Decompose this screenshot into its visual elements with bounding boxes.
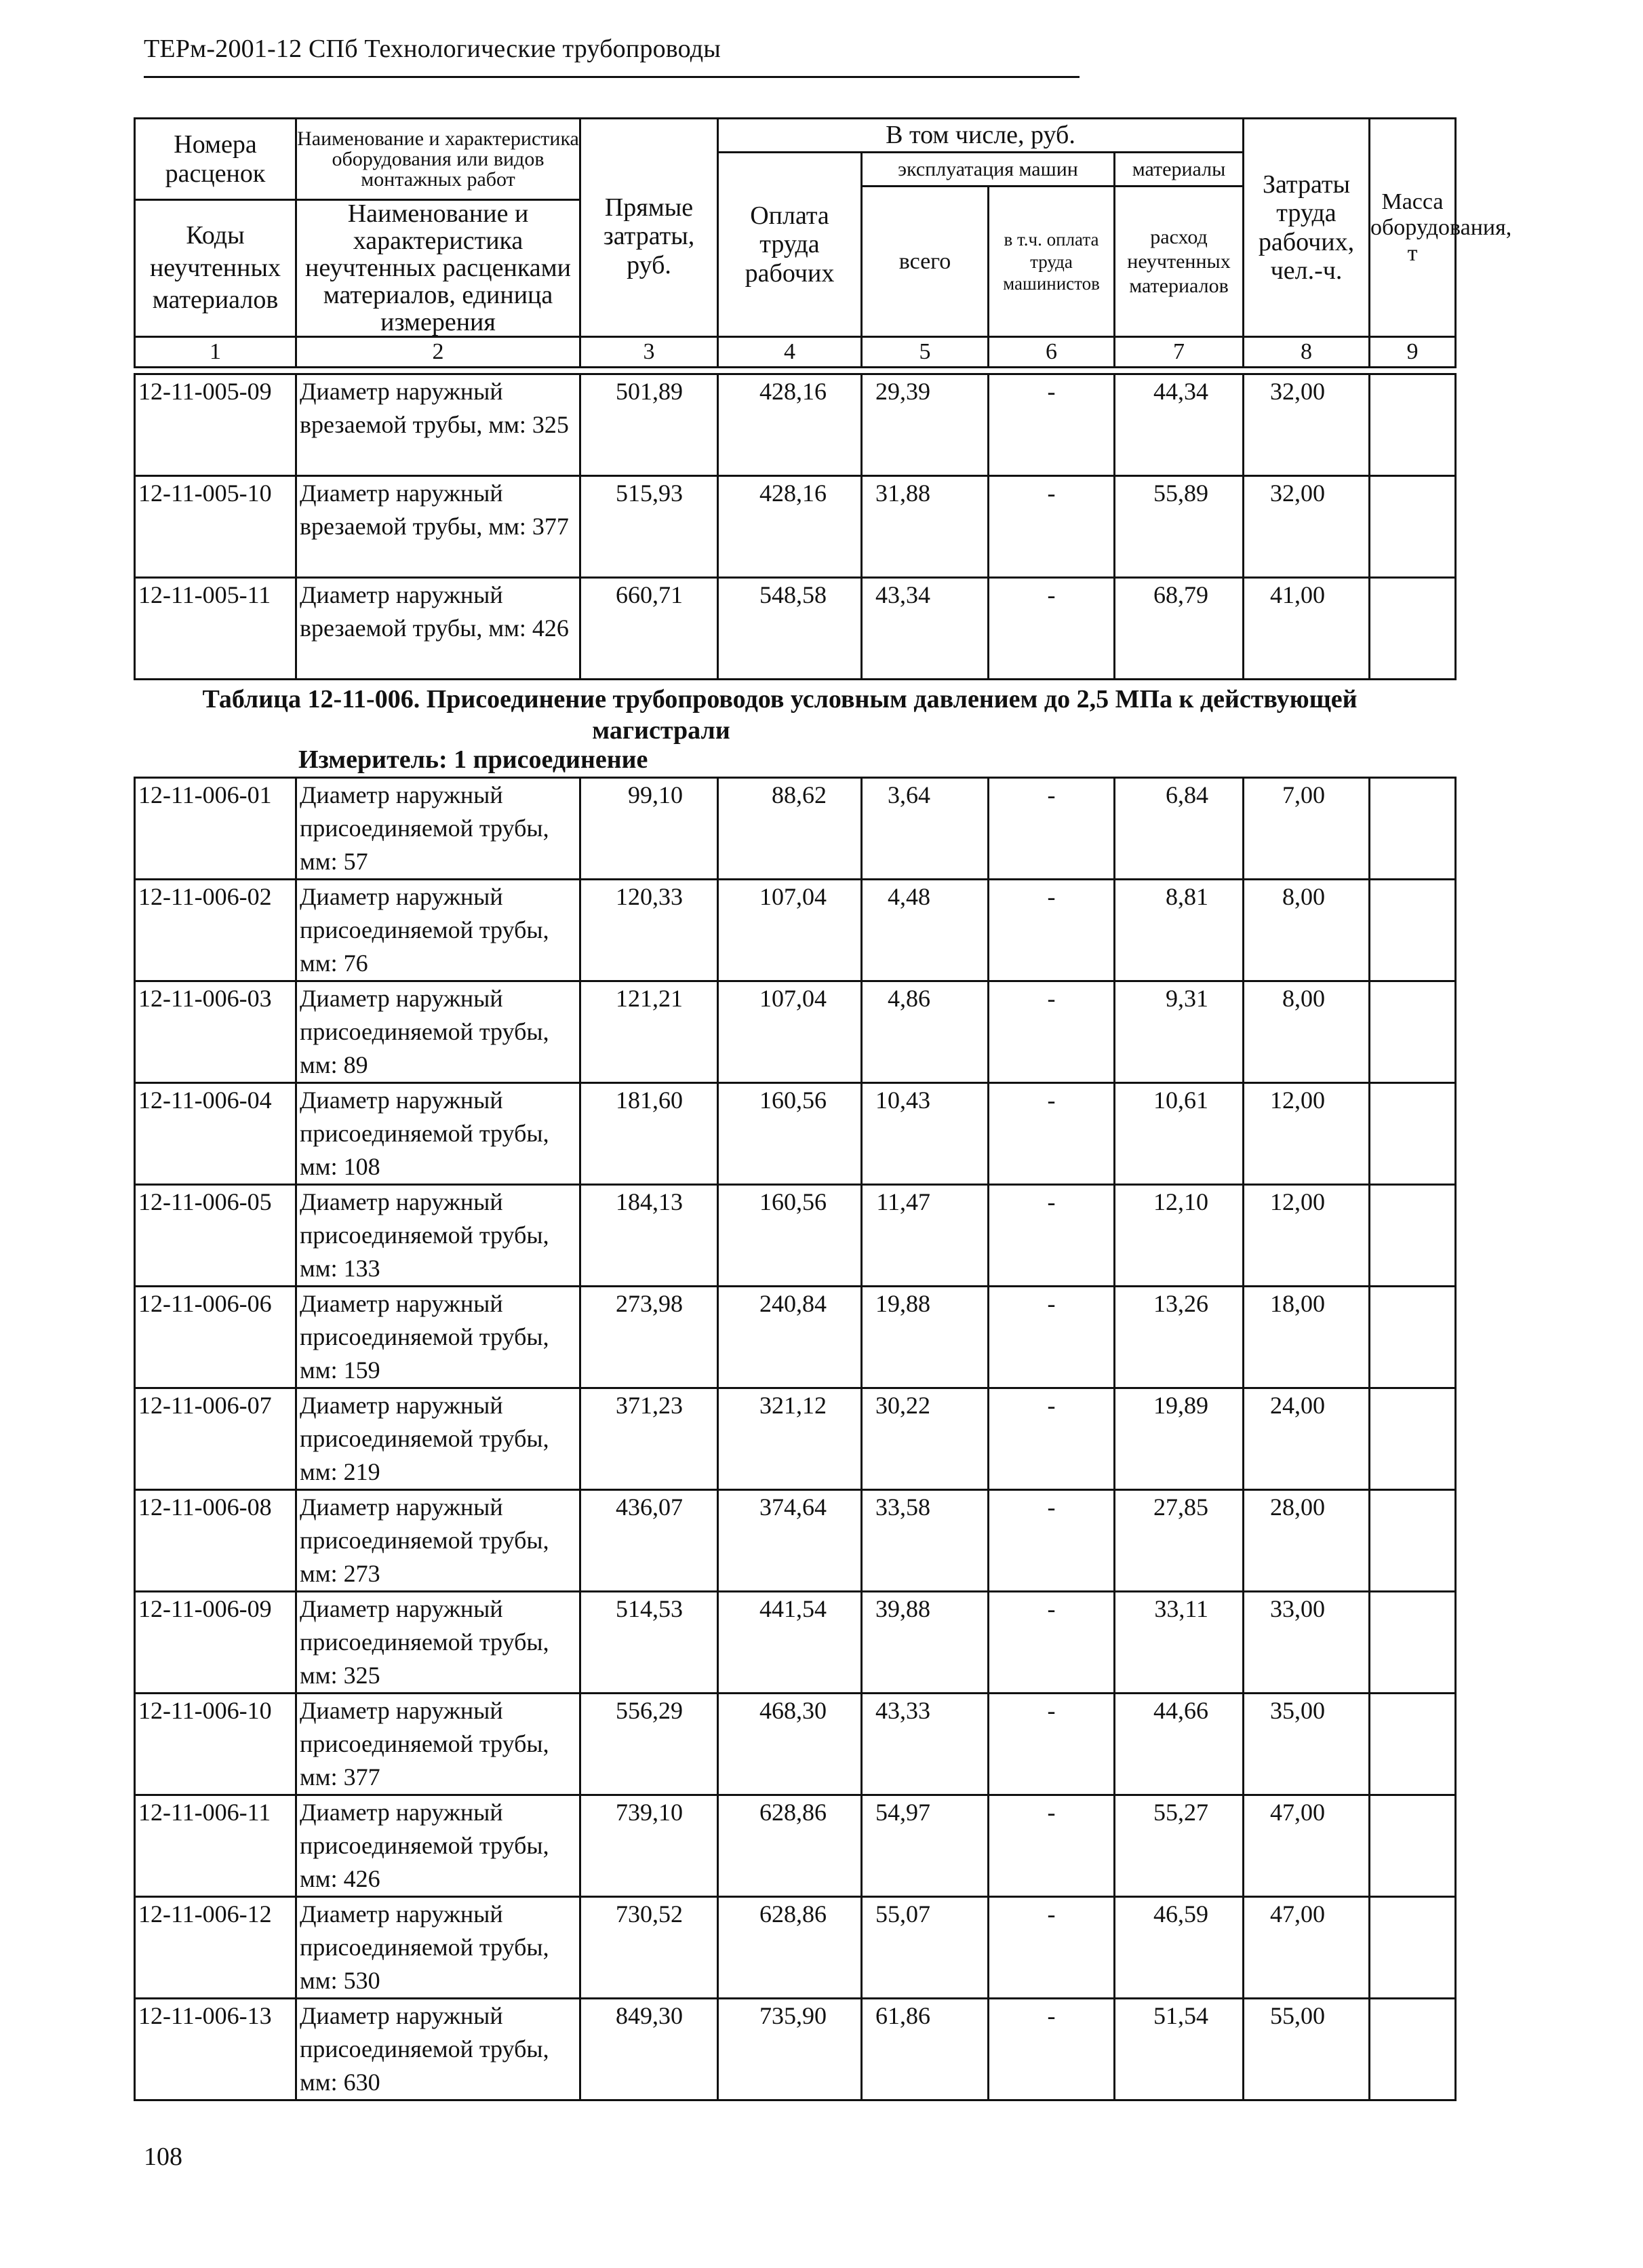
table-row xyxy=(135,578,1456,680)
machine-costs-total-cell: 19,88 xyxy=(862,1287,989,1388)
work-description-cell: Диаметр наружный присоединяемой трубы, мм: 159 xyxy=(296,1287,580,1388)
materials-costs-cell: 44,34 xyxy=(1115,374,1244,476)
materials-costs-cell: 10,61 xyxy=(1115,1083,1244,1185)
rate-code-cell: 12-11-006-05 xyxy=(135,1185,296,1287)
header-divider xyxy=(144,76,1080,78)
equipment-mass-cell xyxy=(1370,778,1456,880)
table-row xyxy=(135,1388,1456,1490)
machine-costs-total-cell: 31,88 xyxy=(862,476,989,578)
table-title-line2: магистрали xyxy=(592,716,730,745)
rate-code-cell: 12-11-006-08 xyxy=(135,1490,296,1592)
machinist-wages-cell: - xyxy=(989,578,1115,680)
materials-costs-cell: 27,85 xyxy=(1115,1490,1244,1592)
rate-code-cell: 12-11-006-04 xyxy=(135,1083,296,1185)
col-number: 6 xyxy=(989,337,1115,368)
materials-costs-cell: 13,26 xyxy=(1115,1287,1244,1388)
machine-costs-total-cell: 10,43 xyxy=(862,1083,989,1185)
direct-costs-cell: 120,33 xyxy=(580,880,718,981)
rate-code-cell: 12-11-006-09 xyxy=(135,1592,296,1694)
labor-hours-cell: 8,00 xyxy=(1244,981,1370,1083)
direct-costs-cell: 556,29 xyxy=(580,1694,718,1795)
direct-costs-cell: 121,21 xyxy=(580,981,718,1083)
materials-costs-cell: 33,11 xyxy=(1115,1592,1244,1694)
table-row xyxy=(135,1490,1456,1592)
materials-costs-cell: 12,10 xyxy=(1115,1185,1244,1287)
labor-hours-cell: 8,00 xyxy=(1244,880,1370,981)
materials-costs-cell: 68,79 xyxy=(1115,578,1244,680)
rate-code-cell: 12-11-005-11 xyxy=(135,578,296,680)
machine-costs-total-cell: 61,86 xyxy=(862,1999,989,2100)
machinist-wages-cell: - xyxy=(989,1592,1115,1694)
labor-hours-cell: 28,00 xyxy=(1244,1490,1370,1592)
direct-costs-cell: 730,52 xyxy=(580,1897,718,1999)
work-description-cell: Диаметр наружный присоединяемой трубы, мм: 530 xyxy=(296,1897,580,1999)
work-description-cell: Диаметр наружный присоединяемой трубы, мм: 377 xyxy=(296,1694,580,1795)
materials-costs-cell: 55,27 xyxy=(1115,1795,1244,1897)
direct-costs-cell: 501,89 xyxy=(580,374,718,476)
rate-code-cell: 12-11-006-12 xyxy=(135,1897,296,1999)
direct-costs-cell: 739,10 xyxy=(580,1795,718,1897)
col-8-header: Затраты труда рабочих, чел.-ч. xyxy=(1244,119,1370,337)
table-row xyxy=(135,1083,1456,1185)
group-header: В том числе, руб. xyxy=(718,119,1244,153)
direct-costs-cell: 181,60 xyxy=(580,1083,718,1185)
equipment-mass-cell xyxy=(1370,981,1456,1083)
equipment-mass-cell xyxy=(1370,1592,1456,1694)
rate-code-cell: 12-11-005-09 xyxy=(135,374,296,476)
rate-code-cell: 12-11-006-02 xyxy=(135,880,296,981)
rate-code-cell: 12-11-006-07 xyxy=(135,1388,296,1490)
labor-hours-cell: 32,00 xyxy=(1244,374,1370,476)
worker-wages-cell: 107,04 xyxy=(718,880,862,981)
materials-costs-cell: 44,66 xyxy=(1115,1694,1244,1795)
work-description-cell: Диаметр наружный присоединяемой трубы, мм: 89 xyxy=(296,981,580,1083)
worker-wages-cell: 160,56 xyxy=(718,1083,862,1185)
work-description-cell: Диаметр наружный присоединяемой трубы, мм: 219 xyxy=(296,1388,580,1490)
machinist-wages-cell: - xyxy=(989,1795,1115,1897)
machinist-wages-cell: - xyxy=(989,1694,1115,1795)
work-description-cell: Диаметр наружный присоединяемой трубы, мм: 273 xyxy=(296,1490,580,1592)
machinist-wages-cell: - xyxy=(989,374,1115,476)
machinist-wages-cell: - xyxy=(989,778,1115,880)
direct-costs-cell: 273,98 xyxy=(580,1287,718,1388)
machinist-wages-cell: - xyxy=(989,1083,1115,1185)
table-title-line1: Таблица 12-11-006. Присоединение трубопроводов условным давлением до 2,5 МПа к действующей xyxy=(202,685,1358,713)
materials-costs-cell: 19,89 xyxy=(1115,1388,1244,1490)
rate-code-cell: 12-11-006-11 xyxy=(135,1795,296,1897)
worker-wages-cell: 735,90 xyxy=(718,1999,862,2100)
machinist-wages-cell: - xyxy=(989,1185,1115,1287)
equipment-mass-cell xyxy=(1370,1287,1456,1388)
worker-wages-cell: 374,64 xyxy=(718,1490,862,1592)
table-meter: Измеритель: 1 присоединение xyxy=(298,745,648,774)
worker-wages-cell: 428,16 xyxy=(718,374,862,476)
machinist-wages-cell: - xyxy=(989,1287,1115,1388)
col-number: 9 xyxy=(1370,337,1456,368)
direct-costs-cell: 436,07 xyxy=(580,1490,718,1592)
table-row xyxy=(135,880,1456,981)
work-description-cell: Диаметр наружный присоединяемой трубы, мм: 133 xyxy=(296,1185,580,1287)
col-5-header: всего xyxy=(862,187,989,337)
materials-costs-cell: 9,31 xyxy=(1115,981,1244,1083)
work-description-cell: Диаметр наружный врезаемой трубы, мм: 377 xyxy=(296,476,580,578)
worker-wages-cell: 88,62 xyxy=(718,778,862,880)
labor-hours-cell: 32,00 xyxy=(1244,476,1370,578)
machinist-wages-cell: - xyxy=(989,476,1115,578)
worker-wages-cell: 548,58 xyxy=(718,578,862,680)
col-number: 5 xyxy=(862,337,989,368)
machine-costs-total-cell: 3,64 xyxy=(862,778,989,880)
work-description-cell: Диаметр наружный присоединяемой трубы, мм: 325 xyxy=(296,1592,580,1694)
equipment-mass-cell xyxy=(1370,1083,1456,1185)
machinist-wages-cell: - xyxy=(989,1999,1115,2100)
machinist-wages-cell: - xyxy=(989,880,1115,981)
table-row xyxy=(135,374,1456,476)
work-description-cell: Диаметр наружный присоединяемой трубы, мм: 76 xyxy=(296,880,580,981)
table-row xyxy=(135,1287,1456,1388)
col-number: 1 xyxy=(135,337,296,368)
col-9-header: Масса оборудования, т xyxy=(1370,119,1456,337)
work-description-cell: Диаметр наружный врезаемой трубы, мм: 325 xyxy=(296,374,580,476)
table-row xyxy=(135,1694,1456,1795)
materials-costs-cell: 6,84 xyxy=(1115,778,1244,880)
machinist-wages-cell: - xyxy=(989,1897,1115,1999)
col-1-header-top: Номера расценок xyxy=(135,119,296,200)
worker-wages-cell: 628,86 xyxy=(718,1795,862,1897)
labor-hours-cell: 12,00 xyxy=(1244,1185,1370,1287)
table-row xyxy=(135,1999,1456,2100)
labor-hours-cell: 47,00 xyxy=(1244,1795,1370,1897)
labor-hours-cell: 47,00 xyxy=(1244,1897,1370,1999)
work-description-cell: Диаметр наружный присоединяемой трубы, мм: 426 xyxy=(296,1795,580,1897)
col-6-header: в т.ч. оплата труда машинистов xyxy=(989,187,1115,337)
rate-code-cell: 12-11-006-03 xyxy=(135,981,296,1083)
labor-hours-cell: 41,00 xyxy=(1244,578,1370,680)
work-description-cell: Диаметр наружный врезаемой трубы, мм: 426 xyxy=(296,578,580,680)
rate-code-cell: 12-11-005-10 xyxy=(135,476,296,578)
labor-hours-cell: 33,00 xyxy=(1244,1592,1370,1694)
direct-costs-cell: 184,13 xyxy=(580,1185,718,1287)
machine-costs-total-cell: 54,97 xyxy=(862,1795,989,1897)
col-number: 7 xyxy=(1115,337,1244,368)
rate-code-cell: 12-11-006-13 xyxy=(135,1999,296,2100)
equipment-mass-cell xyxy=(1370,1694,1456,1795)
col-3-header: Прямые затраты, руб. xyxy=(580,119,718,337)
table-row xyxy=(135,1897,1456,1999)
worker-wages-cell: 428,16 xyxy=(718,476,862,578)
worker-wages-cell: 107,04 xyxy=(718,981,862,1083)
equipment-mass-cell xyxy=(1370,374,1456,476)
rate-code-cell: 12-11-006-10 xyxy=(135,1694,296,1795)
machine-costs-total-cell: 11,47 xyxy=(862,1185,989,1287)
machines-header: эксплуатация машин xyxy=(862,153,1115,187)
materials-costs-cell: 51,54 xyxy=(1115,1999,1244,2100)
materials-costs-cell: 46,59 xyxy=(1115,1897,1244,1999)
col-2-header-top: Наименование и характеристика оборудования или видов монтажных работ xyxy=(296,119,580,200)
worker-wages-cell: 628,86 xyxy=(718,1897,862,1999)
direct-costs-cell: 99,10 xyxy=(580,778,718,880)
col-number: 3 xyxy=(580,337,718,368)
rate-code-cell: 12-11-006-01 xyxy=(135,778,296,880)
machine-costs-total-cell: 43,33 xyxy=(862,1694,989,1795)
direct-costs-cell: 371,23 xyxy=(580,1388,718,1490)
machine-costs-total-cell: 39,88 xyxy=(862,1592,989,1694)
equipment-mass-cell xyxy=(1370,1999,1456,2100)
table-row xyxy=(135,981,1456,1083)
machinist-wages-cell: - xyxy=(989,1490,1115,1592)
table-title xyxy=(136,684,1424,746)
equipment-mass-cell xyxy=(1370,1185,1456,1287)
table-row xyxy=(135,1185,1456,1287)
column-header-table xyxy=(134,117,1512,368)
labor-hours-cell: 55,00 xyxy=(1244,1999,1370,2100)
machine-costs-total-cell: 4,48 xyxy=(862,880,989,981)
equipment-mass-cell xyxy=(1370,578,1456,680)
machine-costs-total-cell: 29,39 xyxy=(862,374,989,476)
machine-costs-total-cell: 30,22 xyxy=(862,1388,989,1490)
labor-hours-cell: 35,00 xyxy=(1244,1694,1370,1795)
col-2-header-bottom: Наименование и характеристика неучтенных расценками материалов, единица измерения xyxy=(296,200,580,337)
table-row xyxy=(135,476,1456,578)
col-4-header: Оплата труда рабочих xyxy=(718,153,862,337)
direct-costs-cell: 515,93 xyxy=(580,476,718,578)
machine-costs-total-cell: 43,34 xyxy=(862,578,989,680)
page-header: ТЕРм-2001-12 СПб Технологические трубопроводы xyxy=(144,35,721,63)
equipment-mass-cell xyxy=(1370,1795,1456,1897)
equipment-mass-cell xyxy=(1370,476,1456,578)
direct-costs-cell: 660,71 xyxy=(580,578,718,680)
page-number: 108 xyxy=(144,2143,182,2171)
table-row xyxy=(135,1795,1456,1897)
equipment-mass-cell xyxy=(1370,1897,1456,1999)
machinist-wages-cell: - xyxy=(989,1388,1115,1490)
col-1-header-bottom: Коды неучтенных материалов xyxy=(135,200,296,337)
labor-hours-cell: 12,00 xyxy=(1244,1083,1370,1185)
rate-code-cell: 12-11-006-06 xyxy=(135,1287,296,1388)
equipment-mass-cell xyxy=(1370,880,1456,981)
worker-wages-cell: 240,84 xyxy=(718,1287,862,1388)
machine-costs-total-cell: 55,07 xyxy=(862,1897,989,1999)
col-7-header: расход неучтенных материалов xyxy=(1115,187,1244,337)
table-row xyxy=(135,778,1456,880)
work-description-cell: Диаметр наружный присоединяемой трубы, мм: 108 xyxy=(296,1083,580,1185)
worker-wages-cell: 468,30 xyxy=(718,1694,862,1795)
work-description-cell: Диаметр наружный присоединяемой трубы, мм: 630 xyxy=(296,1999,580,2100)
worker-wages-cell: 321,12 xyxy=(718,1388,862,1490)
rates-table-006 xyxy=(134,777,1457,2101)
col-number: 8 xyxy=(1244,337,1370,368)
equipment-mass-cell xyxy=(1370,1490,1456,1592)
machine-costs-total-cell: 33,58 xyxy=(862,1490,989,1592)
worker-wages-cell: 160,56 xyxy=(718,1185,862,1287)
machine-costs-total-cell: 4,86 xyxy=(862,981,989,1083)
direct-costs-cell: 514,53 xyxy=(580,1592,718,1694)
labor-hours-cell: 24,00 xyxy=(1244,1388,1370,1490)
col-number: 2 xyxy=(296,337,580,368)
equipment-mass-cell xyxy=(1370,1388,1456,1490)
materials-costs-cell: 8,81 xyxy=(1115,880,1244,981)
labor-hours-cell: 18,00 xyxy=(1244,1287,1370,1388)
labor-hours-cell: 7,00 xyxy=(1244,778,1370,880)
table-row xyxy=(135,1592,1456,1694)
col-number: 4 xyxy=(718,337,862,368)
work-description-cell: Диаметр наружный присоединяемой трубы, мм: 57 xyxy=(296,778,580,880)
direct-costs-cell: 849,30 xyxy=(580,1999,718,2100)
rates-table-005 xyxy=(134,373,1457,680)
materials-costs-cell: 55,89 xyxy=(1115,476,1244,578)
worker-wages-cell: 441,54 xyxy=(718,1592,862,1694)
materials-header: материалы xyxy=(1115,153,1244,187)
machinist-wages-cell: - xyxy=(989,981,1115,1083)
